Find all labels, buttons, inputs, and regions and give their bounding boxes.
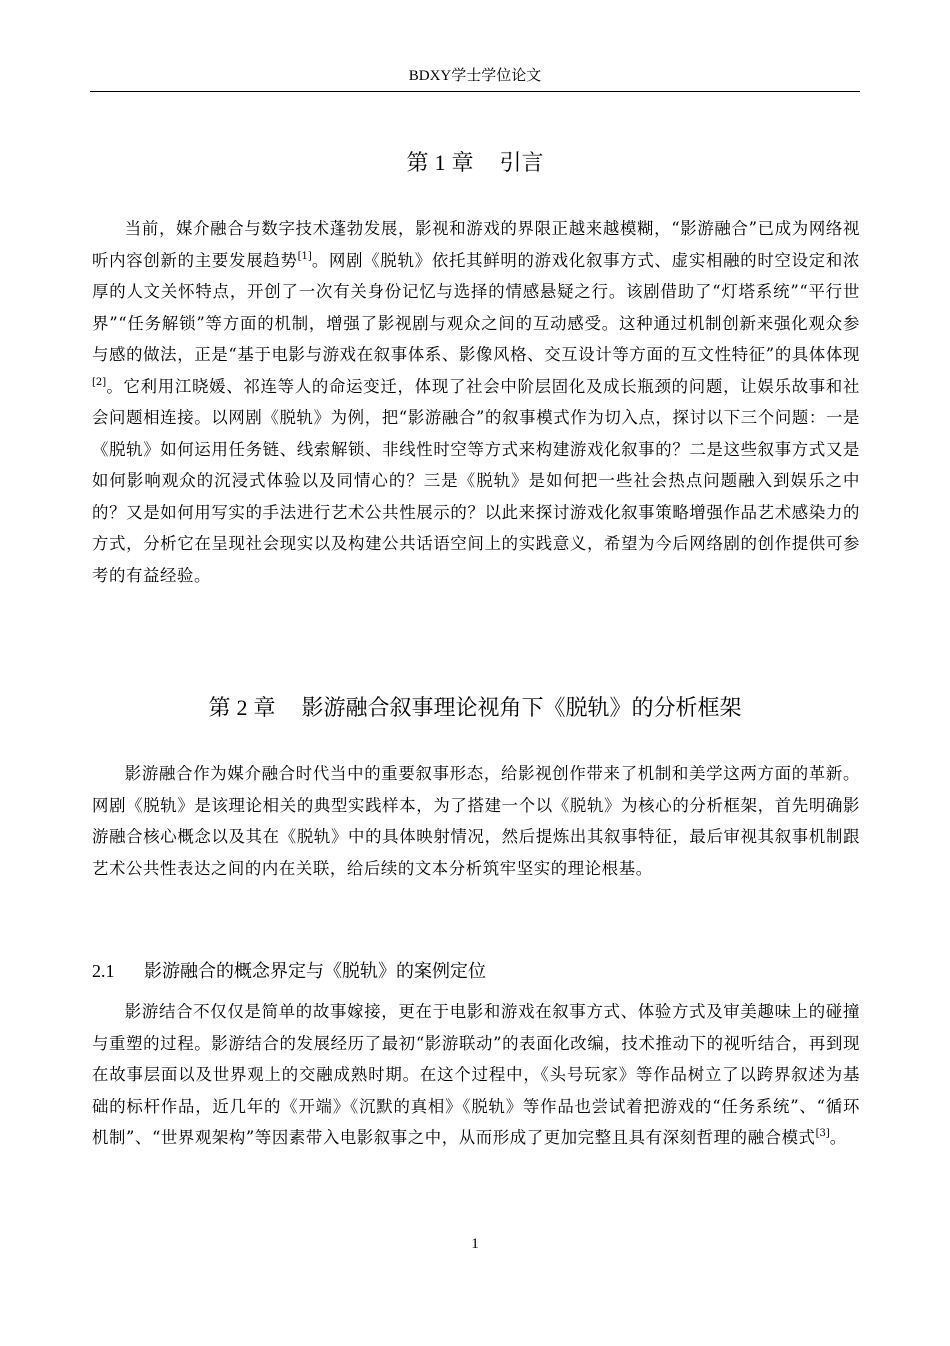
chapter-1-heading: 引言 [499,151,544,176]
chapter-2-prefix: 第 [208,696,231,721]
citation-1: [1] [297,250,312,262]
chapter-1-text-1: 当前，媒介融合与数字技术蓬勃发展，影视和游戏的界限正越来越模糊，“影游融合”已成为网络视听内容创新的主要发展趋势 [92,219,860,270]
citation-3: [3] [815,1128,830,1139]
chapter-2-heading: 影游融合叙事理论视角下《脱轨》的分析框架 [301,696,742,721]
chapter-1-number: 1 [434,150,446,175]
chapter-2-number: 2 [236,695,248,720]
chapter-1-suffix: 章 [451,151,474,176]
chapter-2-suffix: 章 [253,696,276,721]
chapter-1-title [90,148,860,179]
chapter-1-text-3: 。它利用江晓媛、祁连等人的命运变迁，体现了社会中阶层固化及成长瓶颈的问题，让娱乐故事和社会问题相连接。以网剧《脱轨》为例，把“影游融合”的叙事模式作为切入点，探讨以下三个问题：一是《脱轨》如何运用任务链、线索解锁、非线性时空等方式来构建游戏化叙事的？二是这些叙事方式又是如何影响观众的沉浸式体验以及同情心的？三是《脱轨》是如何把一些社会热点问题融入到娱乐之中的？又是如何用写实的手法进行艺术公共性展示的？以此来探讨游戏化叙事策略增强作品艺术感染力的方式，分析它在呈现社会现实以及构建公共话语空间上的实践意义，希望为今后网络剧的创作提供可参考的有益经验。 [92,376,860,585]
section-2-1-paragraph [92,996,860,1154]
header-rule [90,91,860,92]
section-2-1-text-1: 影游结合不仅仅是简单的故事嫁接，更在于电影和游戏在叙事方式、体验方式及审美趣味上的碰撞与重塑的过程。影游结合的发展经历了最初“影游联动”的表面化改编，技术推动下的视听结合，再到现在故事层面以及世界观上的交融成熟时期。在这个过程中，《头号玩家》等作品树立了以跨界叙述为基础的标杆作品，近几年的《开端》《沉默的真相》《脱轨》等作品也尝试着把游戏的“任务系统”、“循环机制”、“世界观架构”等因素带入电影叙事之中，从而形成了更加完整且具有深刻哲理的融合模式 [92,1002,860,1147]
running-header: BDXY学士学位论文 [408,68,542,84]
chapter-2-title [90,693,860,724]
chapter-1-text-2: 。网剧《脱轨》依托其鲜明的游戏化叙事方式、虚实相融的时空设定和浓厚的人文关怀特点，开创了一次有关身份记忆与选择的情感悬疑之行。该剧借助了“灯塔系统”“平行世界”“任务解锁”等方面的机制，增强了影视剧与观众之间的互动感受。这种通过机制创新来强化观众参与感的做法，正是“基于电影与游戏在叙事体系、影像风格、交互设计等方面的互文性特征”的具体体现 [92,250,860,364]
chapter-2-paragraph: 影游融合作为媒介融合时代当中的重要叙事形态，给影视创作带来了机制和美学这两方面的革新。网剧《脱轨》是该理论相关的典型实践样本，为了搭建一个以《脱轨》为核心的分析框架，首先明确影游融合核心概念以及其在《脱轨》中的具体映射情况，然后提炼出其叙事特征，最后审视其叙事机制跟艺术公共性表达之间的内在关联，给后续的文本分析筑牢坚实的理论根基。 [92,764,860,878]
section-2-1-text-2: 。 [829,1128,847,1147]
section-2-1-number: 2.1 [92,961,115,981]
chapter-1-prefix: 第 [406,151,429,176]
section-2-1-title [92,958,860,985]
section-2-1-heading: 影游融合的概念界定与《脱轨》的案例定位 [144,961,486,982]
page-number: 1 [471,1236,479,1252]
citation-2: [2] [92,376,107,388]
chapter-1-paragraph [92,213,860,591]
